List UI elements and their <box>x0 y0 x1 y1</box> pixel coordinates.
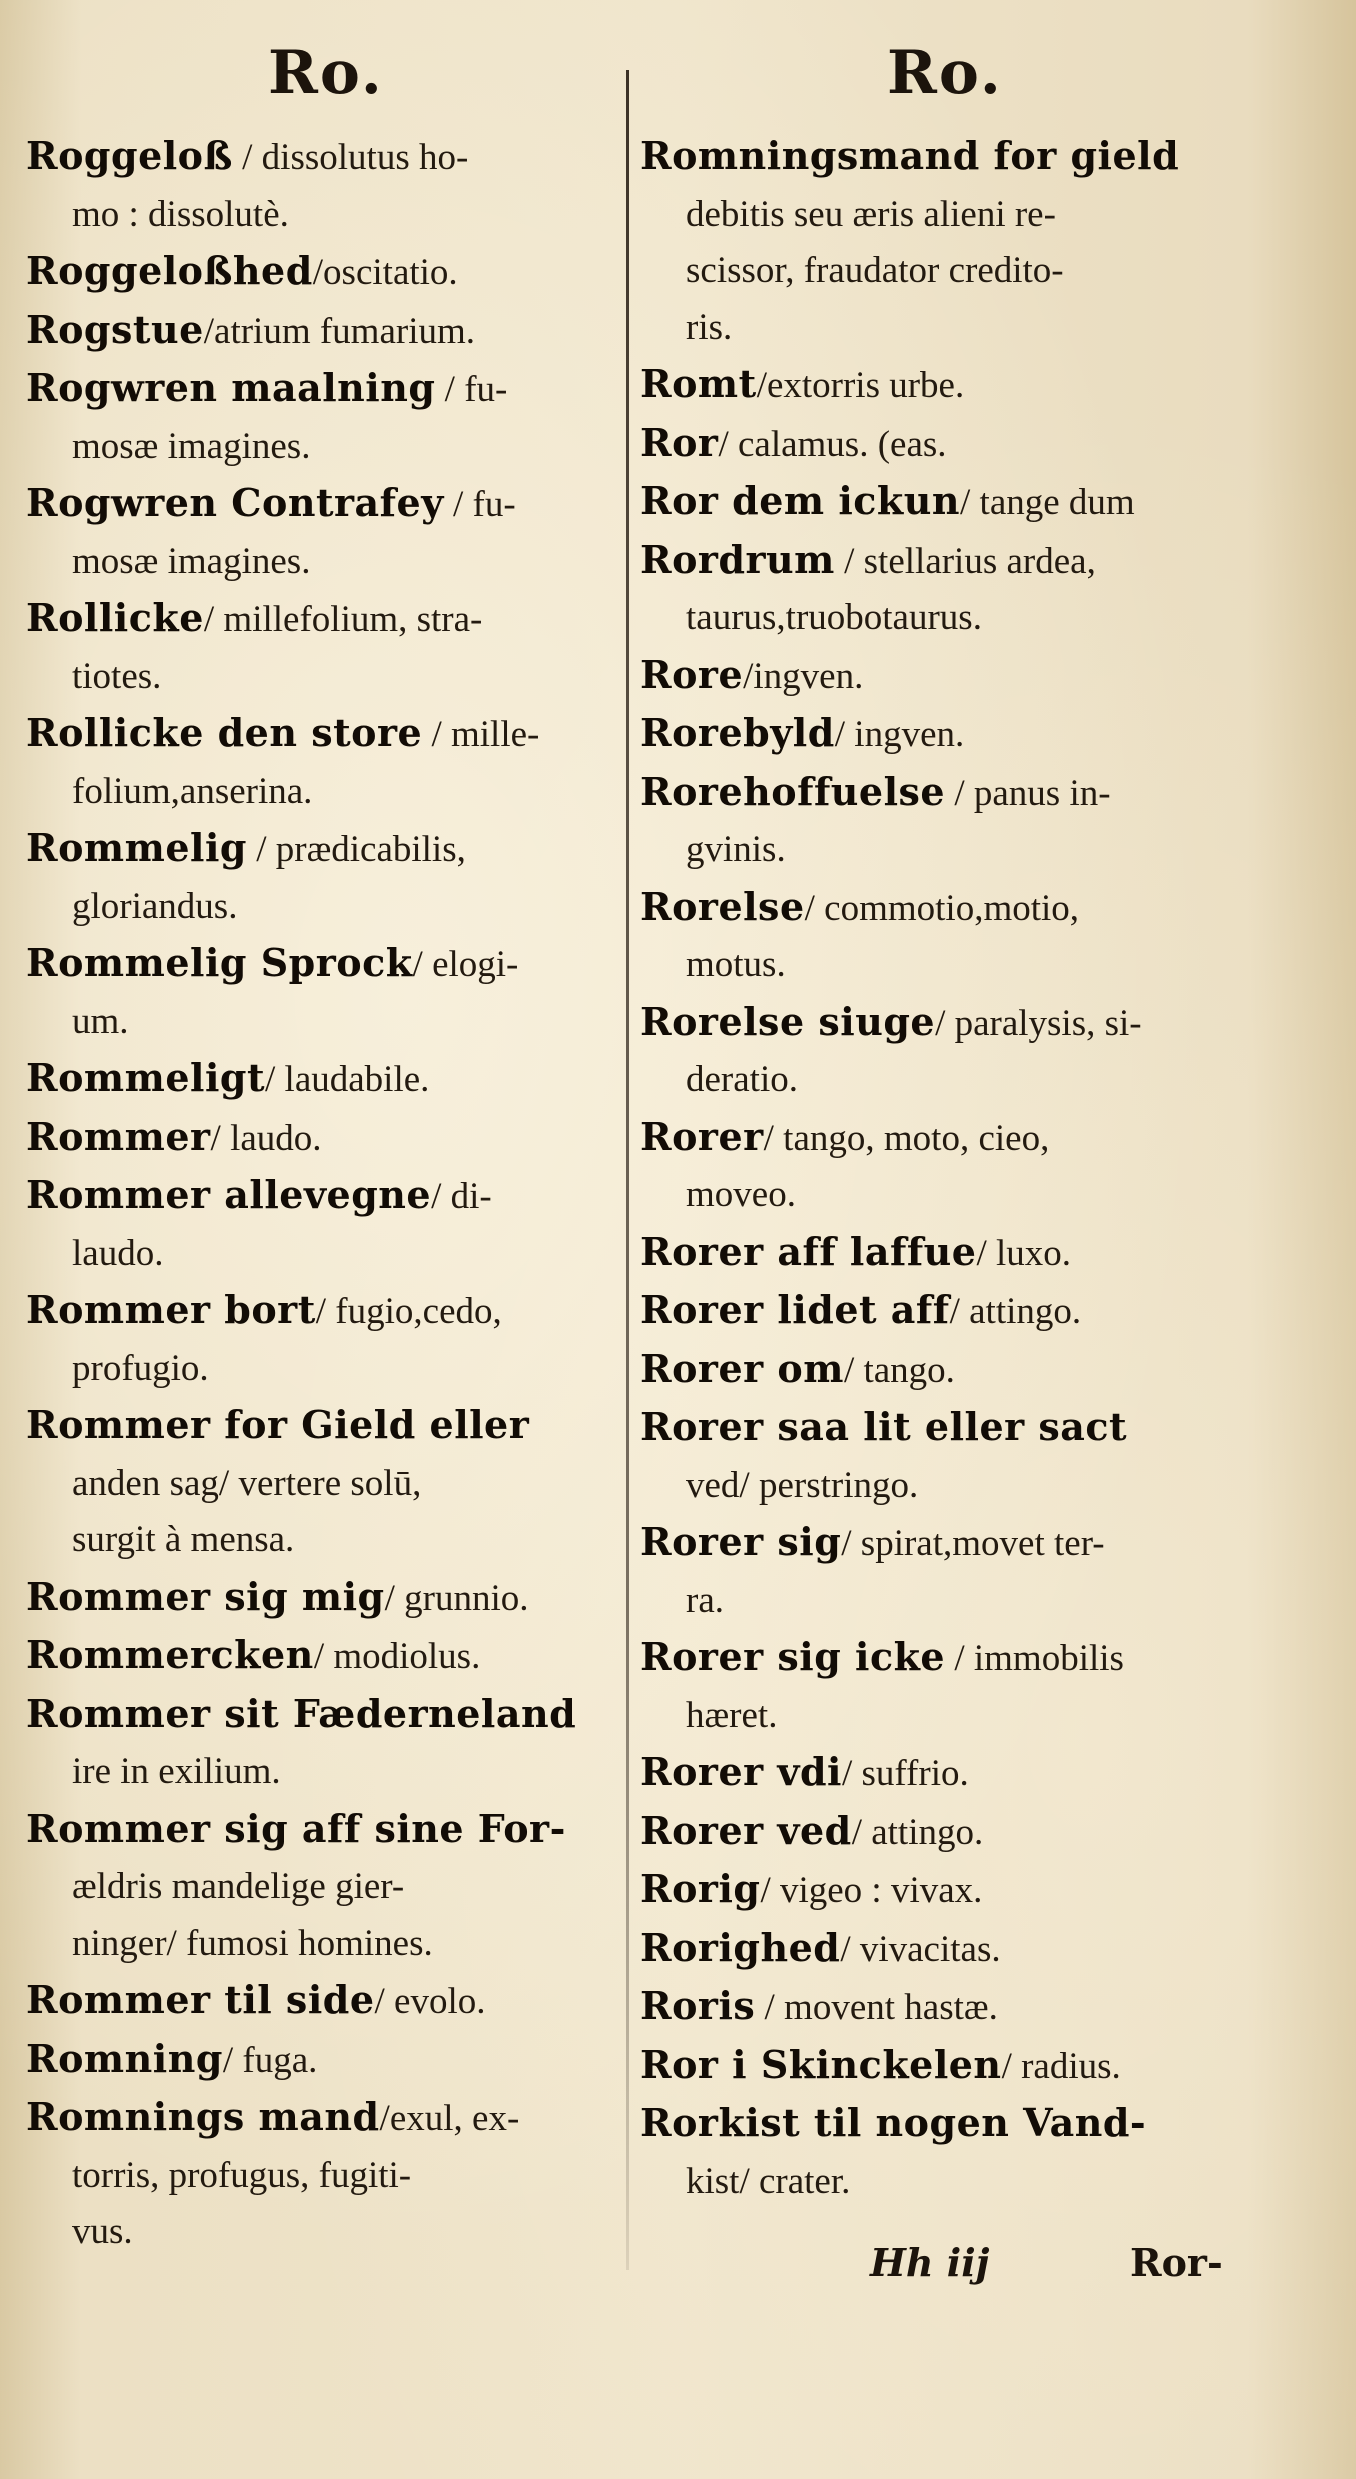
entry-continuation: debitis seu æris alieni re- <box>686 193 1056 235</box>
entry-continuation: mosæ imagines. <box>72 540 311 582</box>
entry-headword: Rorer vdi <box>640 1749 842 1794</box>
entry-definition: / panus in- <box>945 772 1111 814</box>
dictionary-entry <box>26 1569 606 1628</box>
entry-headword: Rommer for Gield eller <box>26 1402 530 1447</box>
dictionary-entry <box>26 1282 606 1397</box>
entry-definition: / spirat,movet ter- <box>841 1523 1105 1564</box>
dictionary-entry <box>26 1627 606 1686</box>
dictionary-entry <box>640 1803 1245 1862</box>
dictionary-entry <box>640 879 1245 994</box>
entry-headword: Romnings mand <box>26 2094 380 2139</box>
entry-headword: Rorighed <box>640 1924 841 1970</box>
entry-continuation: vus. <box>72 2211 133 2252</box>
dictionary-entry <box>640 1224 1245 1283</box>
entry-headword: Rommer sig mig <box>26 1573 385 1619</box>
entry-continuation: mosæ imagines. <box>72 425 311 467</box>
dictionary-entry <box>26 243 606 302</box>
entry-continuation: folium,anserina. <box>72 770 313 812</box>
entry-definition: / dissolutus ho- <box>232 137 469 178</box>
entry-continuation: profugio. <box>72 1347 209 1389</box>
entry-continuation: ved/ perstringo. <box>686 1464 919 1506</box>
entry-headword: Ror <box>640 419 719 465</box>
entry-headword: Rorelse <box>640 883 805 929</box>
entry-definition: / attingo. <box>949 1291 1082 1332</box>
dictionary-entry <box>640 1399 1245 1514</box>
entry-definition: / calamus. (eas. <box>718 423 947 465</box>
entry-headword: Rommercken <box>26 1632 314 1677</box>
entry-definition: / tange dum <box>960 482 1135 523</box>
entry-continuation: laudo. <box>72 1232 164 1274</box>
entry-definition: / stellarius ardea, <box>834 540 1096 582</box>
entry-headword: Rorer lidet aff <box>640 1287 950 1332</box>
dictionary-entry <box>640 1341 1245 1400</box>
entry-definition: / immobilis <box>945 1638 1124 1679</box>
entry-headword: Rommer <box>26 1113 211 1159</box>
entry-definition: / tango. <box>843 1349 955 1391</box>
dictionary-entry <box>26 1109 606 1168</box>
entry-definition: / fu- <box>435 369 508 410</box>
catchword: Ror- <box>1130 2240 1223 2285</box>
entry-continuation: hæret. <box>686 1694 778 1736</box>
dictionary-entry <box>26 1686 606 1801</box>
entry-headword: Rorer om <box>640 1345 844 1391</box>
entry-definition: / evolo. <box>374 1981 486 2022</box>
dictionary-entry <box>640 1920 1245 1979</box>
dictionary-entry <box>640 705 1245 764</box>
entry-continuation: um. <box>72 1000 129 1042</box>
entry-definition: / attingo. <box>851 1811 984 1853</box>
entry-headword: Rommer sig aff sine For- <box>26 1805 566 1851</box>
dictionary-entry <box>26 590 606 705</box>
dictionary-entry <box>640 1282 1245 1341</box>
entry-continuation: deratio. <box>686 1059 798 1100</box>
dictionary-entry <box>640 994 1245 1109</box>
dictionary-entry <box>26 705 606 820</box>
entry-definition: / suffrio. <box>841 1753 969 1794</box>
entry-headword: Rommelig <box>26 825 247 870</box>
entry-continuation: ældris mandelige gier- <box>72 1866 405 1907</box>
entry-definition: / ingven. <box>834 714 965 755</box>
dictionary-entry <box>26 475 606 590</box>
entry-definition: /atrium fumarium. <box>203 310 476 352</box>
entry-headword: Rommelig Sprock <box>26 940 413 985</box>
signature-mark: Hh iij <box>870 2240 990 2285</box>
entry-continuation: scissor, fraudator credito- <box>686 250 1064 291</box>
entry-definition: /oscitatio. <box>312 252 458 293</box>
entry-headword: Rorelse siuge <box>640 998 936 1044</box>
entry-headword: Roris <box>640 1983 756 2028</box>
dictionary-entry <box>640 2095 1245 2210</box>
dictionary-entry <box>26 2089 606 2261</box>
dictionary-entry <box>26 935 606 1050</box>
entry-continuation: gvinis. <box>686 829 786 870</box>
entry-headword: Ror i Skinckelen <box>640 2041 1002 2087</box>
dictionary-entry <box>640 647 1245 706</box>
entry-definition: / radius. <box>1001 2045 1121 2087</box>
entry-definition: / di- <box>431 1176 492 1217</box>
entry-headword: Rorer sig <box>640 1519 842 1564</box>
entry-headword: Rorer ved <box>640 1807 852 1853</box>
entry-headword: Rommer til side <box>26 1977 375 2022</box>
entry-headword: Rorehoffuelse <box>640 768 946 814</box>
entry-continuation: anden sag/ vertere solū, <box>72 1462 422 1504</box>
dictionary-entry <box>640 764 1245 879</box>
dictionary-entry <box>26 128 606 243</box>
dictionary-entry <box>640 356 1245 415</box>
dictionary-entry <box>26 1167 606 1282</box>
dictionary-entry <box>26 2031 606 2090</box>
entry-definition: / tango, moto, cieo, <box>763 1117 1050 1159</box>
entry-definition: / fuga. <box>222 2039 318 2081</box>
entry-headword: Rogwren maalning <box>26 365 436 410</box>
entry-headword: Ror dem ickun <box>640 478 961 523</box>
entry-continuation: ire in exilium. <box>72 1751 281 1792</box>
entry-headword: Rorer saa lit eller sact <box>640 1404 1128 1449</box>
entry-headword: Rordrum <box>640 536 835 582</box>
entry-headword: Rorer <box>640 1113 764 1159</box>
entry-headword: Rommer bort <box>26 1287 316 1332</box>
dictionary-entry <box>26 1801 606 1973</box>
entry-headword: Rorebyld <box>640 710 835 755</box>
dictionary-entry <box>640 415 1245 474</box>
left-column <box>26 128 606 2261</box>
entry-definition: /ingven. <box>743 655 864 697</box>
left-running-head: Ro. <box>268 38 384 108</box>
entry-continuation: ra. <box>686 1579 724 1621</box>
dictionary-entry <box>26 302 606 361</box>
entry-continuation: ninger/ fumosi homines. <box>72 1922 433 1964</box>
dictionary-entry <box>640 1109 1245 1224</box>
entry-definition: / movent hastæ. <box>755 1987 998 2028</box>
entry-definition: / fugio,cedo, <box>315 1291 502 1332</box>
entry-continuation: gloriandus. <box>72 885 238 927</box>
entry-headword: Rore <box>640 651 744 697</box>
entry-definition: / luxo. <box>976 1232 1072 1274</box>
entry-continuation: mo : dissolutè. <box>72 193 289 235</box>
dictionary-entry <box>640 532 1245 647</box>
entry-headword: Roggeloßhed <box>26 248 313 293</box>
entry-definition: / mille- <box>422 714 540 755</box>
entry-headword: Romning <box>26 2035 223 2081</box>
right-column <box>640 128 1245 2210</box>
entry-definition: / elogi- <box>412 944 519 985</box>
dictionary-entry <box>640 1861 1245 1920</box>
entry-definition: / laudabile. <box>265 1059 430 1100</box>
entry-definition: / laudo. <box>210 1117 322 1159</box>
entry-headword: Romt <box>640 361 757 406</box>
entry-definition: / prædicabilis, <box>246 829 466 870</box>
dictionary-entry <box>26 1050 606 1109</box>
entry-headword: Rollicke <box>26 595 204 640</box>
entry-definition: / grunnio. <box>384 1577 529 1619</box>
dictionary-entry <box>640 473 1245 532</box>
right-running-head: Ro. <box>887 38 1003 108</box>
dictionary-entry <box>640 1629 1245 1744</box>
entry-headword: Rorer sig icke <box>640 1634 946 1679</box>
entry-headword: Rorer aff laffue <box>640 1228 977 1274</box>
entry-continuation: surgit à mensa. <box>72 1519 295 1560</box>
entry-definition: / vivacitas. <box>840 1928 1001 1970</box>
entry-continuation: taurus,truobotaurus. <box>686 597 982 638</box>
entry-headword: Romningsmand for gield <box>640 133 1180 178</box>
entry-definition: / millefolium, stra- <box>203 599 483 640</box>
entry-definition: / fu- <box>443 484 516 525</box>
dictionary-entry <box>640 128 1245 356</box>
dictionary-entry <box>640 1514 1245 1629</box>
entry-headword: Rommeligt <box>26 1055 266 1100</box>
dictionary-entry <box>26 820 606 935</box>
entry-headword: Rogstue <box>26 306 204 352</box>
entry-definition: / paralysis, si- <box>935 1002 1142 1044</box>
entry-definition: /extorris urbe. <box>756 365 965 406</box>
dictionary-entry <box>640 1744 1245 1803</box>
entry-continuation: ris. <box>686 306 733 348</box>
entry-headword: Rorkist til nogen Vand- <box>640 2100 1147 2145</box>
entry-continuation: moveo. <box>686 1174 796 1215</box>
column-divider <box>626 70 629 2270</box>
entry-headword: Rogwren Contrafey <box>26 480 444 525</box>
entry-definition: / vigeo : vivax. <box>760 1870 983 1911</box>
entry-definition: /exul, ex- <box>379 2098 520 2139</box>
entry-headword: Roggeloß <box>26 133 233 178</box>
entry-continuation: tiotes. <box>72 655 162 697</box>
dictionary-entry <box>26 1972 606 2031</box>
entry-continuation: motus. <box>686 944 786 985</box>
entry-continuation: torris, profugus, fugiti- <box>72 2154 412 2196</box>
entry-headword: Rommer sit Fæderneland <box>26 1690 577 1736</box>
dictionary-entry <box>26 360 606 475</box>
entry-continuation: kist/ crater. <box>686 2160 851 2202</box>
entry-headword: Rommer allevegne <box>26 1172 432 1217</box>
dictionary-entry <box>640 2037 1245 2096</box>
entry-definition: / commotio,motio, <box>804 887 1080 929</box>
dictionary-entry <box>26 1397 606 1569</box>
entry-headword: Rollicke den store <box>26 710 423 755</box>
dictionary-entry <box>640 1978 1245 2037</box>
entry-definition: / modiolus. <box>313 1636 481 1677</box>
entry-headword: Rorig <box>640 1866 761 1911</box>
